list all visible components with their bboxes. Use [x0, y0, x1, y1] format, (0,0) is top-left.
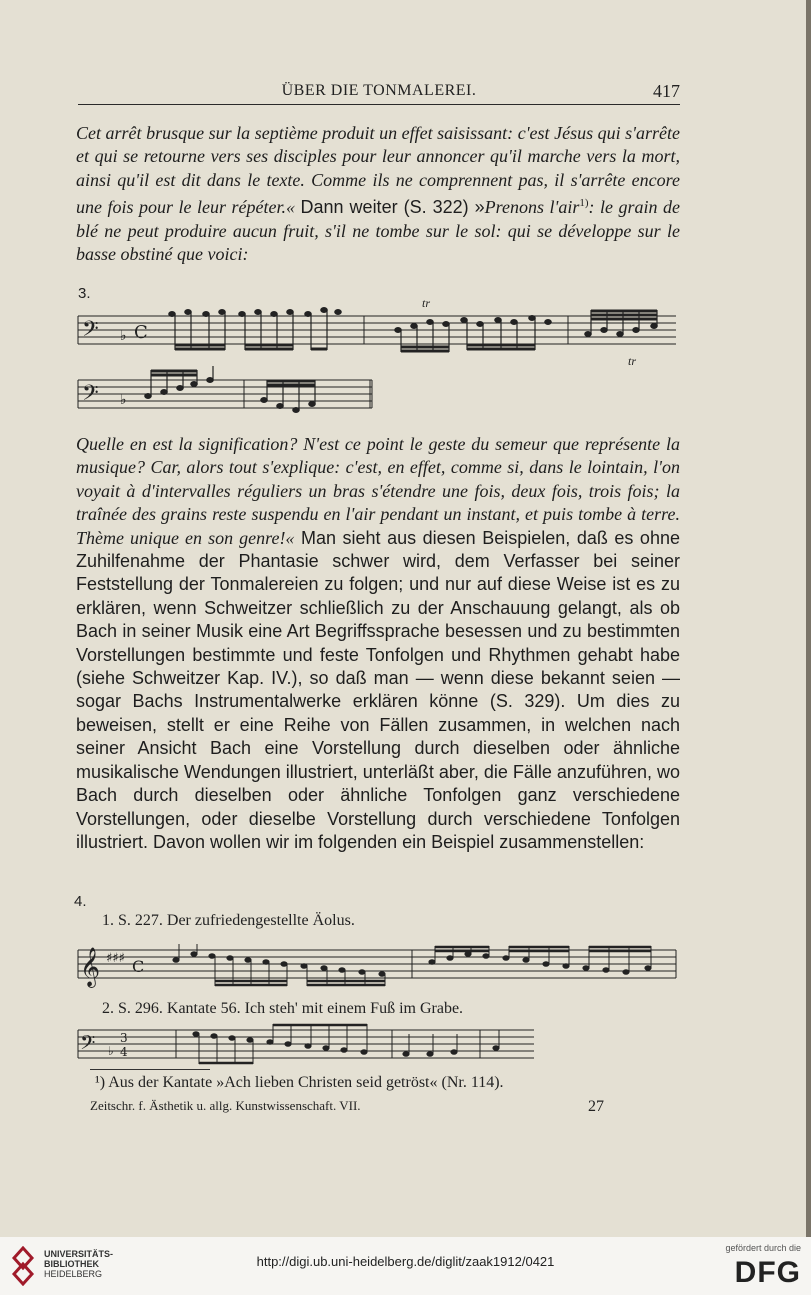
quote-text: Cet arrêt brusque sur la septième produit un effet saisissant: c'est Jésus qui s'arrête et qui se retourne vers ses disciples pour leur annoncer qu'il marche vers la mort, ainsi qu'il est dit dans le texte. Comme ils ne comprennent pas, il s'arrête encore une fois pour le leur répéter.« [76, 123, 680, 218]
music-staff-4-2 [76, 1020, 546, 1068]
footnote-ref: 1) [579, 197, 589, 210]
trill-mark: tr [422, 296, 431, 310]
footnote-rule [90, 1069, 210, 1070]
semeur-quote: Quelle en est la signification? N'est ce point le geste du semeur que représente la musique? Car, alors tout s'explique: c'est, en effet, comme si, dans le lointain, l'on voyait à d'intervalles réguliers un bras s'étendre une fois, deux fois, trois fois; la traînée des grains reste suspendu en l'air pendant un instant, et puis tombe à terre. Thème unique en son genre!« [76, 434, 680, 548]
svg-text:4: 4 [120, 1045, 128, 1059]
svg-text:C: C [134, 322, 148, 343]
source-url-link[interactable]: http://digi.ub.uni-heidelberg.de/diglit/zaak1912/0421 [256, 1254, 555, 1269]
library-name-line-3: HEIDELBERG [44, 1269, 103, 1279]
example-number-4: 4. [74, 893, 87, 910]
funded-by-label: gefördert durch die [725, 1243, 801, 1253]
dann-weiter-text: Dann weiter (S. 322) » [300, 197, 485, 218]
dfg-logo: DFG [734, 1256, 801, 1289]
signature-mark: 27 [588, 1098, 604, 1115]
running-title: ÜBER DIE TONMALEREI. [281, 82, 477, 99]
svg-text:♭: ♭ [108, 1044, 114, 1058]
music-staff-4-1 [76, 932, 680, 996]
svg-text:♭: ♭ [120, 328, 127, 344]
trill-mark-2: tr [628, 354, 637, 368]
footnote: ¹) Aus der Kantate »Ach lieben Christen seid getröst« (Nr. 114). [95, 1074, 504, 1091]
prenons-text: Prenons l'air [484, 197, 580, 218]
paragraph-main [76, 433, 680, 854]
svg-text:C: C [132, 957, 145, 976]
paragraph-french-quote [76, 122, 680, 266]
library-name-line-1: UNIVERSITÄTS- [44, 1249, 114, 1259]
svg-text:♯♯♯: ♯♯♯ [106, 951, 125, 966]
page-edge [806, 0, 811, 1237]
svg-text:𝄢: 𝄢 [80, 1031, 96, 1059]
music-example-4-1 [76, 932, 680, 996]
music-staves-3 [76, 300, 680, 430]
svg-text:𝄢: 𝄢 [82, 317, 99, 347]
quote-continuation: : le grain de blé ne peut produire aucun fruit, s'il ne tombe sur le sol: qui se développe sur le basse obstiné que voici: [76, 197, 681, 265]
music-example-4-2 [76, 1020, 546, 1068]
music-example-3 [76, 300, 680, 430]
svg-text:𝄞: 𝄞 [80, 947, 101, 987]
svg-text:3: 3 [120, 1031, 128, 1045]
page-header [78, 82, 680, 105]
library-name-line-2: BIBLIOTHEK [44, 1259, 99, 1269]
example-4-item-2: 2. S. 296. Kantate 56. Ich steh' mit einem Fuß im Grabe. [102, 1000, 464, 1017]
svg-text:♭: ♭ [120, 392, 127, 408]
svg-text:𝄢: 𝄢 [82, 381, 99, 411]
example-number-3: 3. [78, 285, 91, 302]
page-number: 417 [653, 81, 680, 101]
example-4-item-1: 1. S. 227. Der zufriedengestellte Äolus. [102, 912, 355, 929]
main-argument-text: Man sieht aus diesen Beispielen, daß es ohne Zuhilfenahme der Phantasie schwer wird, dem Verfasser bei seiner Feststellung der Tonmalereien zu folgen; und nur auf diese Weise ist es zu erklären, wenn Schweitzer schließlich zu der Anschauung gelangt, als ob Bach in seiner Musik eine Art Begriffssprache besessen und zu bestimmten Vorstellungen bestimmte und feste Tonfolgen und Rhythmen gehabt habe (siehe Schweitzer Kap. IV.), so daß man — wenn diese bekannt seien — sogar Bachs Instrumentalwerke erklären könne (S. 329). Um dies zu beweisen, stellt er eine Reihe von Fällen zusammen, in welchen nach seiner Ansicht Bach eine Vorstellung durch dieselben oder ähnliche musikalische Wendungen illustriert, unterläßt aber, die Fälle anzuführen, wo Bach durch dieselben oder ähnliche Tonfolgen ganz verschiedene Vorstellungen, oder dieselbe Vorstellung durch verschiedene Tonfolgen illustriert. Davon wollen wir im folgenden ein Beispiel zusammenstellen: [76, 527, 680, 852]
journal-title: Zeitschr. f. Ästhetik u. allg. Kunstwissenschaft. VII. [90, 1098, 361, 1113]
